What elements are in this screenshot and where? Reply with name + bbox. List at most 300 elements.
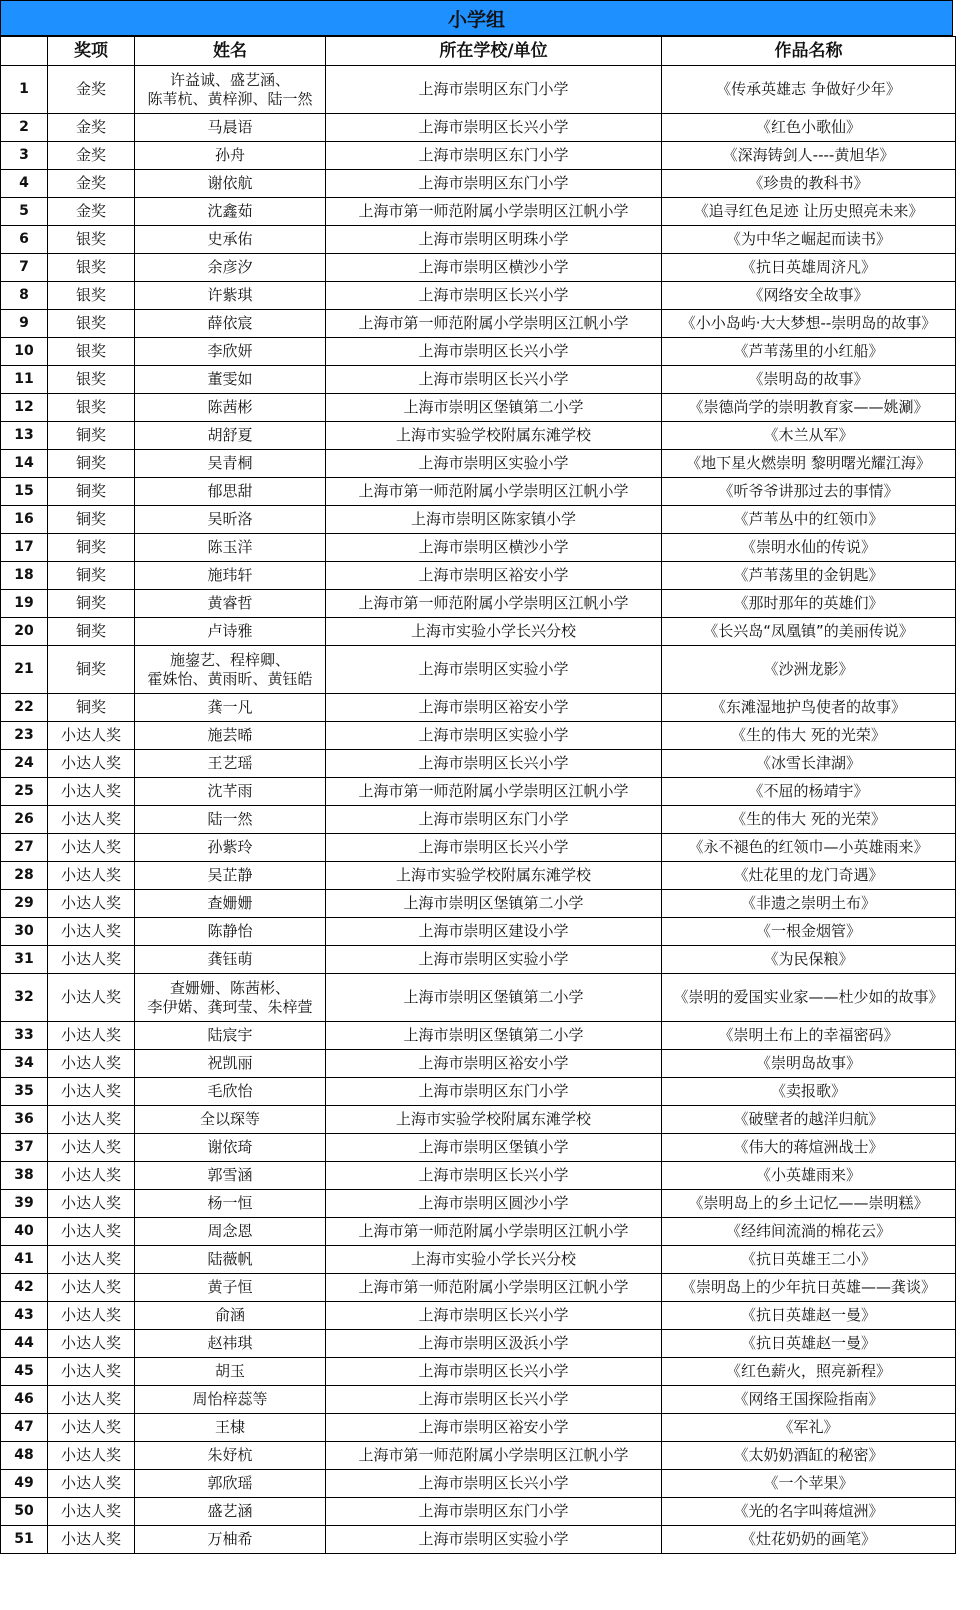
name-line: 祝凯丽	[207, 1054, 253, 1072]
row-work: 《红色薪火，照亮新程》	[662, 1358, 956, 1386]
row-index: 40	[1, 1218, 48, 1246]
row-names	[135, 142, 326, 170]
row-work: 《抗日英雄赵一曼》	[662, 1330, 956, 1358]
row-names	[135, 254, 326, 282]
table-row	[1, 1330, 956, 1358]
row-index: 43	[1, 1302, 48, 1330]
name-line: 王艺瑶	[207, 754, 253, 772]
table-row	[1, 1162, 956, 1190]
row-names	[135, 310, 326, 338]
row-index: 50	[1, 1498, 48, 1526]
row-award: 小达人奖	[48, 1498, 135, 1526]
name-line: 陈苇杭、黄梓泖、陆一然	[147, 89, 313, 108]
row-index: 22	[1, 694, 48, 722]
name-line: 谢依琦	[207, 1138, 253, 1156]
row-names	[135, 1190, 326, 1218]
name-line: 全以琛等	[199, 1110, 260, 1128]
row-names	[135, 750, 326, 778]
table-row	[1, 750, 956, 778]
row-index: 4	[1, 170, 48, 198]
row-index: 44	[1, 1330, 48, 1358]
name-line: 龚一凡	[207, 698, 253, 716]
row-school: 上海市第一师范附属小学崇明区江帆小学	[326, 1442, 662, 1470]
row-names	[135, 1078, 326, 1106]
row-work: 《红色小歌仙》	[662, 114, 956, 142]
row-work: 《芦苇荡里的金钥匙》	[662, 562, 956, 590]
row-names	[135, 1330, 326, 1358]
row-index: 32	[1, 974, 48, 1022]
row-award: 小达人奖	[48, 1302, 135, 1330]
name-line: 孙紫玲	[207, 838, 253, 856]
row-index: 42	[1, 1274, 48, 1302]
row-award: 金奖	[48, 114, 135, 142]
row-names	[135, 1442, 326, 1470]
row-school: 上海市崇明区东门小学	[326, 66, 662, 114]
group-title: 小学组	[0, 0, 953, 36]
row-award: 金奖	[48, 198, 135, 226]
row-names	[135, 534, 326, 562]
row-work: 《非遗之崇明土布》	[662, 890, 956, 918]
row-award: 小达人奖	[48, 1162, 135, 1190]
row-names	[135, 834, 326, 862]
row-work: 《为民保粮》	[662, 946, 956, 974]
row-index: 8	[1, 282, 48, 310]
name-line: 董雯如	[207, 370, 253, 388]
row-index: 33	[1, 1022, 48, 1050]
header-index	[1, 37, 48, 66]
row-award: 小达人奖	[48, 806, 135, 834]
row-index: 29	[1, 890, 48, 918]
row-index: 1	[1, 66, 48, 114]
table-row	[1, 806, 956, 834]
row-award: 小达人奖	[48, 750, 135, 778]
name-line: 霍姝怡、黄雨昕、黄钰皓	[147, 669, 313, 688]
row-names	[135, 1498, 326, 1526]
table-row	[1, 394, 956, 422]
row-names	[135, 946, 326, 974]
row-work: 《网络王国探险指南》	[662, 1386, 956, 1414]
row-index: 26	[1, 806, 48, 834]
row-school: 上海市崇明区实验小学	[326, 450, 662, 478]
row-work: 《崇明的爱国实业家——杜少如的故事》	[662, 974, 956, 1022]
row-award: 银奖	[48, 282, 135, 310]
row-index: 19	[1, 590, 48, 618]
row-award: 小达人奖	[48, 1414, 135, 1442]
name-line: 薛依宸	[207, 314, 253, 332]
table-row	[1, 974, 956, 1022]
row-names	[135, 338, 326, 366]
table-row	[1, 1218, 956, 1246]
row-school: 上海市崇明区横沙小学	[326, 534, 662, 562]
name-line: 朱妤杭	[207, 1446, 253, 1464]
row-award: 小达人奖	[48, 1246, 135, 1274]
name-line: 余彦汐	[207, 258, 253, 276]
name-line: 郭雪涵	[207, 1166, 253, 1184]
row-names	[135, 1302, 326, 1330]
name-line: 万柚希	[207, 1530, 253, 1548]
name-line: 陈茜彬	[207, 398, 253, 416]
row-work: 《生的伟大 死的光荣》	[662, 806, 956, 834]
row-school: 上海市崇明区裕安小学	[326, 694, 662, 722]
row-award: 小达人奖	[48, 834, 135, 862]
row-school: 上海市崇明区长兴小学	[326, 1470, 662, 1498]
table-row	[1, 862, 956, 890]
row-school: 上海市崇明区堡镇第二小学	[326, 890, 662, 918]
row-school: 上海市崇明区长兴小学	[326, 282, 662, 310]
name-line: 龚钰萌	[207, 950, 253, 968]
row-work: 《经纬间流淌的棉花云》	[662, 1218, 956, 1246]
row-school: 上海市崇明区汲浜小学	[326, 1330, 662, 1358]
row-school: 上海市崇明区长兴小学	[326, 1302, 662, 1330]
row-names	[135, 778, 326, 806]
row-index: 7	[1, 254, 48, 282]
row-work: 《崇明岛上的乡土记忆——崇明糕》	[662, 1190, 956, 1218]
table-row	[1, 450, 956, 478]
row-award: 金奖	[48, 170, 135, 198]
row-work: 《那时那年的英雄们》	[662, 590, 956, 618]
name-line: 谢依航	[207, 174, 253, 192]
row-work: 《芦苇荡里的小红船》	[662, 338, 956, 366]
row-names	[135, 226, 326, 254]
row-index: 37	[1, 1134, 48, 1162]
row-school: 上海市崇明区裕安小学	[326, 562, 662, 590]
table-row	[1, 226, 956, 254]
table-row	[1, 1106, 956, 1134]
row-index: 15	[1, 478, 48, 506]
table-row	[1, 310, 956, 338]
name-line: 孙舟	[214, 146, 245, 164]
table-row	[1, 1050, 956, 1078]
row-school: 上海市崇明区建设小学	[326, 918, 662, 946]
table-row	[1, 1386, 956, 1414]
table-row	[1, 114, 956, 142]
name-line: 赵祎琪	[207, 1334, 253, 1352]
row-names	[135, 1106, 326, 1134]
row-award: 铜奖	[48, 478, 135, 506]
row-index: 9	[1, 310, 48, 338]
row-award: 小达人奖	[48, 1022, 135, 1050]
table-row	[1, 918, 956, 946]
row-work: 《一个苹果》	[662, 1470, 956, 1498]
row-award: 小达人奖	[48, 1358, 135, 1386]
name-line: 施玮轩	[207, 566, 253, 584]
row-work: 《长兴岛“凤凰镇”的美丽传说》	[662, 618, 956, 646]
row-work: 《传承英雄志 争做好少年》	[662, 66, 956, 114]
row-school: 上海市第一师范附属小学崇明区江帆小学	[326, 1218, 662, 1246]
table-row	[1, 1022, 956, 1050]
row-work: 《珍贵的教科书》	[662, 170, 956, 198]
row-work: 《崇明岛上的少年抗日英雄——龚谈》	[662, 1274, 956, 1302]
row-names	[135, 1470, 326, 1498]
row-index: 2	[1, 114, 48, 142]
name-line: 马晨语	[207, 118, 253, 136]
header-name: 姓名	[135, 37, 326, 66]
row-award: 小达人奖	[48, 1106, 135, 1134]
row-names	[135, 862, 326, 890]
row-work: 《崇明土布上的幸福密码》	[662, 1022, 956, 1050]
name-line: 查姗姗、陈茜彬、	[169, 978, 290, 997]
row-index: 23	[1, 722, 48, 750]
row-work: 《崇明岛的故事》	[662, 366, 956, 394]
name-line: 周念恩	[207, 1222, 253, 1240]
row-work: 《为中华之崛起而读书》	[662, 226, 956, 254]
row-school: 上海市崇明区圆沙小学	[326, 1190, 662, 1218]
row-work: 《光的名字叫蒋煊洲》	[662, 1498, 956, 1526]
row-work: 《抗日英雄赵一曼》	[662, 1302, 956, 1330]
row-school: 上海市实验小学长兴分校	[326, 1246, 662, 1274]
row-names	[135, 1050, 326, 1078]
row-school: 上海市崇明区堡镇小学	[326, 1134, 662, 1162]
row-school: 上海市崇明区长兴小学	[326, 366, 662, 394]
name-line: 查姗姗	[207, 894, 253, 912]
row-school: 上海市崇明区长兴小学	[326, 1358, 662, 1386]
row-index: 36	[1, 1106, 48, 1134]
row-names	[135, 114, 326, 142]
row-school: 上海市实验学校附属东滩学校	[326, 1106, 662, 1134]
row-work: 《木兰从军》	[662, 422, 956, 450]
table-row	[1, 170, 956, 198]
name-line: 吴芷静	[207, 866, 253, 884]
row-index: 34	[1, 1050, 48, 1078]
row-school: 上海市崇明区裕安小学	[326, 1414, 662, 1442]
name-line: 郁思甜	[207, 482, 253, 500]
table-row	[1, 1246, 956, 1274]
row-names	[135, 1526, 326, 1554]
row-award: 小达人奖	[48, 1050, 135, 1078]
row-award: 铜奖	[48, 618, 135, 646]
row-award: 银奖	[48, 226, 135, 254]
row-award: 小达人奖	[48, 890, 135, 918]
row-school: 上海市崇明区堡镇第二小学	[326, 394, 662, 422]
row-school: 上海市崇明区实验小学	[326, 1526, 662, 1554]
row-work: 《抗日英雄王二小》	[662, 1246, 956, 1274]
row-names	[135, 1022, 326, 1050]
header-award: 奖项	[48, 37, 135, 66]
row-index: 47	[1, 1414, 48, 1442]
row-names	[135, 1246, 326, 1274]
row-award: 小达人奖	[48, 722, 135, 750]
row-index: 12	[1, 394, 48, 422]
row-award: 银奖	[48, 366, 135, 394]
table-row	[1, 1526, 956, 1554]
row-work: 《小小岛屿·大大梦想--崇明岛的故事》	[662, 310, 956, 338]
table-row	[1, 694, 956, 722]
row-award: 小达人奖	[48, 862, 135, 890]
table-row	[1, 1134, 956, 1162]
row-names	[135, 366, 326, 394]
row-award: 铜奖	[48, 694, 135, 722]
row-award: 铜奖	[48, 506, 135, 534]
row-award: 小达人奖	[48, 1470, 135, 1498]
row-index: 27	[1, 834, 48, 862]
row-index: 24	[1, 750, 48, 778]
row-work: 《卖报歌》	[662, 1078, 956, 1106]
row-index: 11	[1, 366, 48, 394]
row-index: 6	[1, 226, 48, 254]
name-line: 周怡梓蕊等	[192, 1390, 268, 1408]
table-row	[1, 1414, 956, 1442]
row-award: 小达人奖	[48, 1218, 135, 1246]
row-work: 《东滩湿地护鸟使者的故事》	[662, 694, 956, 722]
row-school: 上海市第一师范附属小学崇明区江帆小学	[326, 590, 662, 618]
row-index: 16	[1, 506, 48, 534]
row-school: 上海市崇明区长兴小学	[326, 338, 662, 366]
row-school: 上海市崇明区长兴小学	[326, 834, 662, 862]
row-index: 14	[1, 450, 48, 478]
row-school: 上海市第一师范附属小学崇明区江帆小学	[326, 310, 662, 338]
name-line: 盛艺涵	[207, 1502, 253, 1520]
row-award: 铜奖	[48, 590, 135, 618]
row-names	[135, 1274, 326, 1302]
name-line: 李欣妍	[207, 342, 253, 360]
name-line: 许紫琪	[207, 286, 253, 304]
row-award: 金奖	[48, 142, 135, 170]
row-school: 上海市第一师范附属小学崇明区江帆小学	[326, 778, 662, 806]
table-row	[1, 1078, 956, 1106]
row-names	[135, 506, 326, 534]
table-row	[1, 1498, 956, 1526]
row-award: 小达人奖	[48, 1134, 135, 1162]
name-line: 胡舒夏	[207, 426, 253, 444]
row-award: 铜奖	[48, 646, 135, 694]
row-school: 上海市崇明区东门小学	[326, 170, 662, 198]
row-index: 38	[1, 1162, 48, 1190]
row-work: 《破壁者的越洋归航》	[662, 1106, 956, 1134]
row-names	[135, 450, 326, 478]
row-names	[135, 1162, 326, 1190]
table-row	[1, 282, 956, 310]
row-award: 小达人奖	[48, 778, 135, 806]
row-school: 上海市崇明区长兴小学	[326, 1386, 662, 1414]
name-line: 沈芊雨	[207, 782, 253, 800]
row-award: 小达人奖	[48, 1078, 135, 1106]
row-index: 49	[1, 1470, 48, 1498]
row-names	[135, 66, 326, 114]
table-row	[1, 946, 956, 974]
table-row	[1, 834, 956, 862]
table-row	[1, 722, 956, 750]
row-school: 上海市实验学校附属东滩学校	[326, 422, 662, 450]
row-award: 铜奖	[48, 422, 135, 450]
row-school: 上海市崇明区明珠小学	[326, 226, 662, 254]
row-school: 上海市第一师范附属小学崇明区江帆小学	[326, 1274, 662, 1302]
row-names	[135, 890, 326, 918]
name-line: 陈静怡	[207, 922, 253, 940]
row-names	[135, 618, 326, 646]
row-school: 上海市崇明区实验小学	[326, 946, 662, 974]
row-names	[135, 646, 326, 694]
table-row	[1, 1190, 956, 1218]
row-award: 铜奖	[48, 534, 135, 562]
row-names	[135, 806, 326, 834]
row-award: 铜奖	[48, 450, 135, 478]
row-names	[135, 694, 326, 722]
name-line: 杨一恒	[207, 1194, 253, 1212]
header-work: 作品名称	[662, 37, 956, 66]
name-line: 李伊婼、龚珂莹、朱梓萱	[147, 997, 313, 1016]
table-row	[1, 254, 956, 282]
row-award: 银奖	[48, 338, 135, 366]
row-award: 小达人奖	[48, 974, 135, 1022]
row-work: 《生的伟大 死的光荣》	[662, 722, 956, 750]
row-work: 《不屈的杨靖宇》	[662, 778, 956, 806]
row-award: 小达人奖	[48, 1274, 135, 1302]
table-row	[1, 778, 956, 806]
row-index: 48	[1, 1442, 48, 1470]
row-work: 《永不褪色的红领巾—小英雄雨来》	[662, 834, 956, 862]
row-index: 21	[1, 646, 48, 694]
name-line: 俞涵	[214, 1306, 245, 1324]
row-school: 上海市崇明区实验小学	[326, 722, 662, 750]
row-index: 45	[1, 1358, 48, 1386]
row-names	[135, 1134, 326, 1162]
name-line: 黄子恒	[207, 1278, 253, 1296]
name-line: 许益诚、盛艺涵、	[169, 70, 290, 89]
row-names	[135, 1218, 326, 1246]
row-school: 上海市崇明区陈家镇小学	[326, 506, 662, 534]
table-row	[1, 1358, 956, 1386]
table-row	[1, 534, 956, 562]
row-work: 《深海铸剑人----黄旭华》	[662, 142, 956, 170]
row-index: 25	[1, 778, 48, 806]
row-award: 小达人奖	[48, 1190, 135, 1218]
row-work: 《网络安全故事》	[662, 282, 956, 310]
table-row	[1, 1274, 956, 1302]
row-award: 小达人奖	[48, 1442, 135, 1470]
row-index: 17	[1, 534, 48, 562]
row-work: 《听爷爷讲那过去的事情》	[662, 478, 956, 506]
row-work: 《军礼》	[662, 1414, 956, 1442]
row-school: 上海市第一师范附属小学崇明区江帆小学	[326, 478, 662, 506]
row-school: 上海市崇明区东门小学	[326, 142, 662, 170]
row-names	[135, 282, 326, 310]
row-index: 18	[1, 562, 48, 590]
row-names	[135, 394, 326, 422]
row-school: 上海市崇明区实验小学	[326, 646, 662, 694]
row-index: 51	[1, 1526, 48, 1554]
name-line: 吴昕洛	[207, 510, 253, 528]
table-row	[1, 338, 956, 366]
name-line: 施鋆艺、程梓卿、	[169, 650, 290, 669]
row-award: 小达人奖	[48, 1526, 135, 1554]
header-school: 所在学校/单位	[326, 37, 662, 66]
row-index: 46	[1, 1386, 48, 1414]
row-award: 小达人奖	[48, 918, 135, 946]
name-line: 胡玉	[214, 1362, 245, 1380]
name-line: 陈玉洋	[207, 538, 253, 556]
row-award: 银奖	[48, 310, 135, 338]
row-names	[135, 1386, 326, 1414]
row-work: 《灶花奶奶的画笔》	[662, 1526, 956, 1554]
row-school: 上海市崇明区东门小学	[326, 1498, 662, 1526]
name-line: 黄睿哲	[207, 594, 253, 612]
name-line: 陆一然	[207, 810, 253, 828]
row-names	[135, 918, 326, 946]
table-row	[1, 422, 956, 450]
table-row	[1, 366, 956, 394]
row-work: 《崇明岛故事》	[662, 1050, 956, 1078]
name-line: 施芸晞	[207, 726, 253, 744]
row-school: 上海市崇明区堡镇第二小学	[326, 1022, 662, 1050]
table-row	[1, 562, 956, 590]
table-row	[1, 1442, 956, 1470]
row-index: 30	[1, 918, 48, 946]
row-school: 上海市崇明区长兴小学	[326, 114, 662, 142]
name-line: 吴青桐	[207, 454, 253, 472]
row-work: 《伟大的蒋煊洲战士》	[662, 1134, 956, 1162]
name-line: 卢诗雅	[207, 622, 253, 640]
name-line: 毛欣怡	[207, 1082, 253, 1100]
